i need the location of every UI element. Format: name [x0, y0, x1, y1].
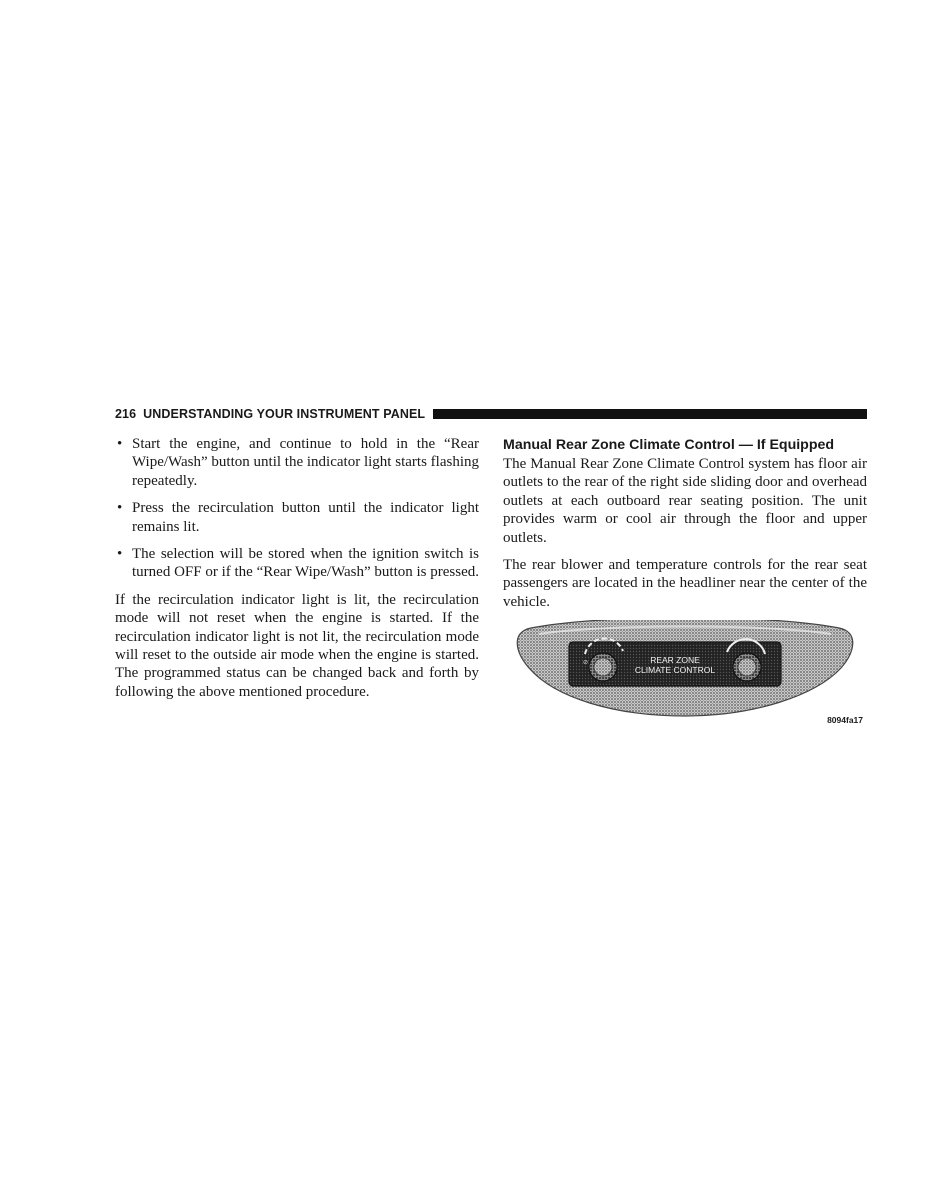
- climate-control-panel-illustration: [503, 620, 867, 726]
- svg-text:⊘: ⊘: [583, 660, 589, 667]
- bullet-text: Start the engine, and continue to hold in the “Rear Wipe/Wash” button until the indicator light starts flashing repeatedly.: [132, 436, 479, 489]
- page-number: 216: [115, 407, 137, 421]
- bullet-icon: •: [117, 500, 123, 517]
- body-paragraph: If the recirculation indicator light is lit, the recirculation mode will not reset when the engine is started. If the recirculation indicator light is not lit, the recirculation mode will reset to the outside air mode when the engine is started. The programmed status can be changed back and forth by following the above mentioned procedure.: [115, 591, 479, 700]
- header-rule: [433, 409, 867, 419]
- figure-code: 8094fa17: [827, 715, 863, 726]
- section-title: UNDERSTANDING YOUR INSTRUMENT PANEL: [143, 407, 426, 421]
- panel-label-line1: REAR ZONE: [650, 655, 700, 666]
- bullet-icon: •: [117, 546, 123, 563]
- bullet-icon: •: [117, 436, 123, 452]
- body-paragraph: The rear blower and temperature controls for the rear seat passengers are located in the headliner near the center of the vehicle.: [503, 557, 867, 610]
- page-header: [115, 405, 867, 423]
- list-item: [115, 499, 479, 536]
- right-column: [503, 435, 867, 726]
- climate-control-figure: [503, 620, 867, 726]
- list-item: [115, 545, 479, 582]
- body-paragraph: The Manual Rear Zone Climate Control system has floor air outlets to the rear of the right side sliding door and overhead outlets at each outboard rear seating position. The unit provides warm or cool air through the floor and upper outlets.: [503, 456, 867, 546]
- bullet-text: Press the recirculation button until the indicator light remains lit.: [132, 500, 479, 535]
- panel-label-line2: CLIMATE CONTROL: [634, 665, 716, 676]
- list-item: [115, 435, 479, 490]
- section-heading: Manual Rear Zone Climate Control — If Equipped: [503, 437, 835, 453]
- bullet-text: The selection will be stored when the ignition switch is turned OFF or if the “Rear Wipe/Wash” button is pressed.: [132, 546, 480, 581]
- left-column: [115, 435, 479, 710]
